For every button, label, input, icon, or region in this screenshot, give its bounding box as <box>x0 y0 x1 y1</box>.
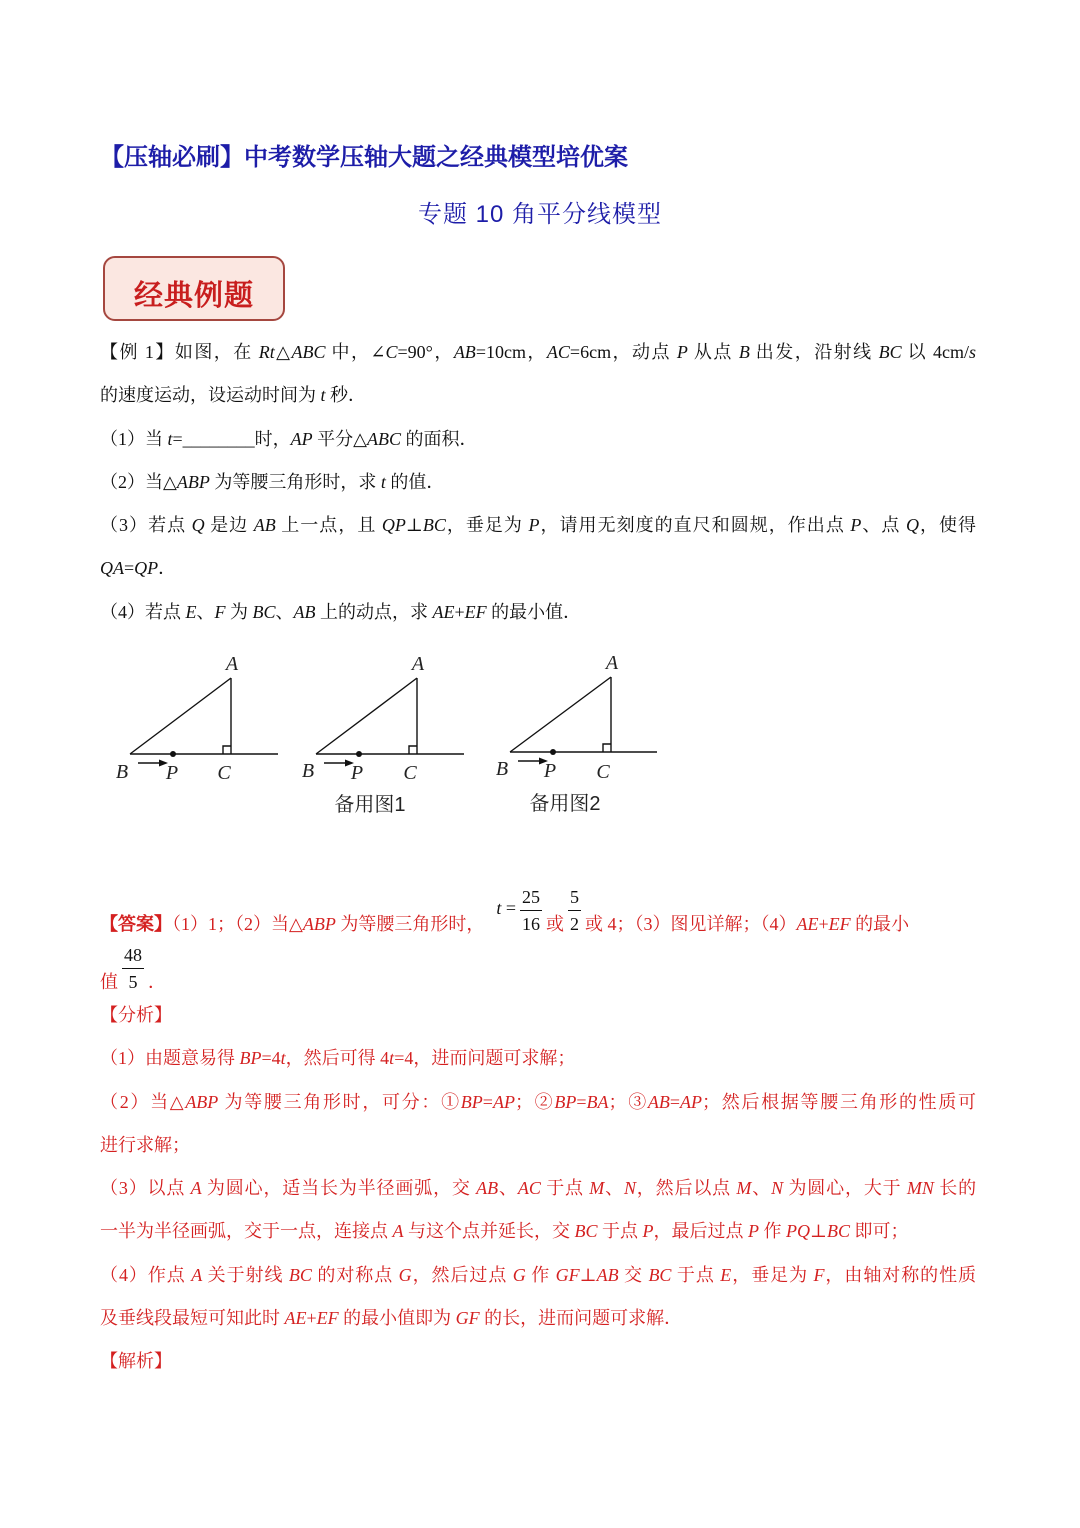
text-run: ，由轴对称的性质 <box>824 1264 977 1285</box>
label-B: B <box>115 761 129 783</box>
math-variable: A <box>392 1221 404 1242</box>
figure-spare-1 <box>302 653 464 816</box>
math-variable: F <box>813 1264 825 1285</box>
label-B: B <box>301 760 315 782</box>
math-variable: P <box>528 515 540 536</box>
math-variable: N <box>623 1178 636 1199</box>
text-line <box>100 1297 976 1340</box>
label-P: P <box>165 762 179 784</box>
math-variable: t <box>280 1048 286 1069</box>
text-run: 秒． <box>325 385 367 406</box>
section-badge <box>103 256 285 321</box>
math-variable: P <box>642 1221 654 1242</box>
math-variable: EF <box>828 914 851 934</box>
text-run: 的最小值． <box>486 601 582 622</box>
math-variable: t <box>496 898 502 918</box>
analysis-body <box>100 1037 976 1340</box>
math-variable: AB <box>596 1264 619 1285</box>
math-variable: BC <box>574 1221 598 1242</box>
figures <box>100 640 680 830</box>
denominator: 5 <box>128 972 138 992</box>
math-variable: AE <box>284 1308 307 1329</box>
text-run: 从点 <box>687 342 739 362</box>
text-run: = <box>124 558 135 579</box>
math-variable: M <box>736 1178 752 1199</box>
text-run: ，垂足为 <box>445 515 529 536</box>
text-line <box>100 591 976 634</box>
math-variable: F <box>214 601 226 622</box>
text-run: 于点 <box>671 1264 721 1285</box>
text-run: ． <box>148 972 166 992</box>
text-run: 以 4cm/ <box>901 342 969 362</box>
text-run: 与这个点并延长，交 <box>403 1221 575 1242</box>
text-run: ⊥ <box>579 1264 597 1285</box>
math-variable: P <box>676 342 688 362</box>
text-line <box>100 1124 976 1167</box>
math-variable: BC <box>422 515 446 536</box>
math-variable: EF <box>316 1308 339 1329</box>
math-variable: s <box>969 342 977 362</box>
fraction-5-2 <box>568 884 581 937</box>
text-run: （4）作点 <box>100 1264 192 1285</box>
text-run: = <box>669 1091 681 1112</box>
math-variable: AB <box>647 1091 670 1112</box>
text-run: 、 <box>275 601 294 622</box>
text-run: 中，∠ <box>325 342 386 362</box>
math-variable: Rt <box>258 342 275 362</box>
math-variable: E <box>185 601 197 622</box>
text-run: 出发，沿射线 <box>749 342 879 362</box>
text-run: △ <box>274 342 292 362</box>
label-P: P <box>350 762 364 784</box>
denominator: 16 <box>522 914 541 934</box>
text-run: 或 4；（3）图见详解；（4） <box>585 914 797 934</box>
text-run: 值 <box>100 972 118 992</box>
point-P-dot <box>170 751 176 757</box>
math-variable: N <box>771 1178 784 1199</box>
math-variable: t <box>320 385 326 406</box>
text-run: 的长，进而问题可求解． <box>479 1308 683 1329</box>
text-run: （2）当△ <box>100 1091 186 1112</box>
figure-spare-2 <box>496 652 657 815</box>
math-variable: t <box>389 1048 395 1069</box>
math-variable: M <box>589 1178 605 1199</box>
document-title: 【压轴必刷】中考数学压轴大题之经典模型培优案 <box>100 144 628 171</box>
math-variable: AP <box>680 1091 703 1112</box>
text-run: 长的 <box>933 1178 977 1199</box>
text-run: =4 <box>261 1048 281 1069</box>
label-C: C <box>596 761 610 783</box>
point-P-dot <box>356 751 362 757</box>
figure-main <box>116 653 278 784</box>
math-variable: BC <box>826 1221 850 1242</box>
text-run: 、 <box>498 1178 518 1199</box>
label-A: A <box>605 652 619 674</box>
math-variable: C <box>385 342 398 362</box>
analysis-section <box>100 994 976 1384</box>
text-line <box>100 331 976 374</box>
math-variable: Q <box>191 515 205 536</box>
text-run: （1）1；（2）当△ <box>172 914 303 934</box>
math-variable: GF <box>455 1308 480 1329</box>
text-run: 及垂线段最短可知此时 <box>100 1308 285 1329</box>
text-run: ；③ <box>608 1091 648 1112</box>
label-C: C <box>403 762 417 784</box>
text-run: 、 <box>604 1178 624 1199</box>
math-variable: AB <box>453 342 476 362</box>
segment-AB <box>316 678 417 754</box>
answer-line <box>100 942 976 995</box>
text-run: 的对称点 <box>311 1264 399 1285</box>
text-line <box>100 418 976 461</box>
numerator: 48 <box>122 942 144 969</box>
math-variable: ABC <box>291 342 326 362</box>
text-run: 为圆心，适当长为半径画弧，交 <box>201 1178 477 1199</box>
math-variable: G <box>512 1264 526 1285</box>
text-run: + <box>454 601 465 622</box>
right-angle-mark <box>223 746 231 754</box>
math-variable: BC <box>288 1264 312 1285</box>
figure-caption: 备用图2 <box>529 793 601 815</box>
numerator: 25 <box>520 884 542 911</box>
math-variable: AE <box>432 601 455 622</box>
text-run: ． <box>158 558 177 579</box>
math-variable: BA <box>586 1091 609 1112</box>
text-run: 是边 <box>204 515 254 536</box>
math-variable: AP <box>492 1091 515 1112</box>
label-C: C <box>217 762 231 784</box>
math-variable: G <box>398 1264 412 1285</box>
text-run: ，使得 <box>918 515 977 536</box>
label-B: B <box>495 758 509 780</box>
text-run: 为等腰三角形时，求 <box>209 471 381 492</box>
math-variable: t <box>167 428 173 449</box>
t-equals <box>496 898 516 918</box>
text-run: ，然后以点 <box>635 1178 737 1199</box>
text-run: = <box>482 1091 493 1112</box>
text-run: =6cm，动点 <box>569 342 677 362</box>
text-line <box>100 504 976 547</box>
math-variable: MN <box>906 1178 934 1199</box>
text-run: ⊥ <box>405 515 423 536</box>
text-run: = <box>576 1091 587 1112</box>
answer-line <box>100 884 976 937</box>
text-run: 为等腰三角形时， <box>335 914 485 934</box>
text-line <box>100 374 976 417</box>
figure-caption: 备用图1 <box>334 794 406 816</box>
math-variable: BP <box>554 1091 577 1112</box>
math-variable: BP <box>239 1048 262 1069</box>
text-run: 关于射线 <box>202 1264 289 1285</box>
math-variable: Q <box>905 515 919 536</box>
math-variable: BC <box>878 342 902 362</box>
math-variable: E <box>720 1264 732 1285</box>
denominator: 2 <box>570 914 580 934</box>
text-run: 上的动点，求 <box>315 601 433 622</box>
text-line <box>100 1037 976 1080</box>
topic-subtitle: 专题 10 角平分线模型 <box>417 201 663 228</box>
text-run: 即可； <box>849 1221 909 1242</box>
math-variable: AE <box>796 914 819 934</box>
math-variable: AC <box>546 342 570 362</box>
text-run: 的最小值即为 <box>338 1308 456 1329</box>
math-variable: ABP <box>176 471 210 492</box>
text-line <box>100 1254 976 1297</box>
math-variable: B <box>738 342 750 362</box>
text-run: ；② <box>514 1091 555 1112</box>
text-run: 的面积． <box>401 428 478 449</box>
label-A: A <box>225 653 239 675</box>
answer-label: 【答案】 <box>100 914 172 934</box>
text-line <box>100 547 976 590</box>
text-run: ，然后可得 4 <box>285 1048 390 1069</box>
text-run: 平分△ <box>312 428 368 449</box>
text-run: 的值． <box>385 471 445 492</box>
section-badge-label: 经典例题 <box>133 280 254 312</box>
math-variable: ABC <box>367 428 402 449</box>
math-variable: QA <box>100 558 124 579</box>
text-run: ；然后根据等腰三角形的性质可 <box>702 1091 977 1112</box>
text-run: 、 <box>751 1178 772 1199</box>
text-line <box>100 1081 976 1124</box>
numerator: 5 <box>568 884 581 911</box>
math-variable: P <box>748 1221 760 1242</box>
point-P-dot <box>550 749 556 755</box>
math-variable: PQ <box>786 1221 811 1242</box>
math-variable: ABP <box>185 1091 219 1112</box>
math-variable: EF <box>464 601 487 622</box>
math-variable: t <box>380 471 386 492</box>
text-run: ，最后过点 <box>653 1221 749 1242</box>
math-variable: AP <box>290 428 313 449</box>
text-run: （4）若点 <box>100 601 186 622</box>
text-run: 的最小 <box>850 914 910 934</box>
math-variable: GF <box>555 1264 580 1285</box>
math-variable: A <box>190 1178 202 1199</box>
text-run: + <box>306 1308 317 1329</box>
text-run: ，然后过点 <box>411 1264 513 1285</box>
text-run: 一半为半径画弧，交于一点，连接点 <box>100 1221 393 1242</box>
text-run: ，垂足为 <box>731 1264 814 1285</box>
solution-label: 【解析】 <box>100 1351 172 1372</box>
math-variable: ABP <box>302 914 336 934</box>
analysis-label: 【分析】 <box>100 1005 172 1025</box>
text-line <box>100 1167 976 1210</box>
text-run: 交 <box>618 1264 649 1285</box>
math-variable: AB <box>253 515 276 536</box>
text-run: 上一点，且 <box>275 515 382 536</box>
right-angle-mark <box>409 746 417 754</box>
math-variable: AC <box>517 1178 541 1199</box>
text-run: 或 <box>546 914 565 934</box>
text-run: 为 <box>225 601 253 622</box>
math-variable: QP <box>381 515 406 536</box>
text-run: 为圆心，大于 <box>783 1178 907 1199</box>
math-variable: BC <box>252 601 276 622</box>
text-run: （1）由题意易得 <box>100 1048 240 1069</box>
segment-AB <box>510 677 611 752</box>
fraction-25-16 <box>520 884 542 937</box>
text-run: =________时， <box>172 428 291 449</box>
text-run: 为等腰三角形时，可分：① <box>218 1091 461 1112</box>
text-run: ⊥ <box>810 1221 827 1242</box>
text-run: （2）当△ <box>100 471 177 492</box>
text-run: 于点 <box>540 1178 590 1199</box>
math-variable: QP <box>134 558 159 579</box>
problem-statement <box>100 331 976 634</box>
math-variable: BC <box>648 1264 672 1285</box>
math-variable: AB <box>293 601 316 622</box>
math-variable: AB <box>476 1178 499 1199</box>
text-line <box>100 461 976 504</box>
text-run: + <box>818 914 829 934</box>
label-P: P <box>543 760 557 782</box>
text-run: 进行求解； <box>100 1134 190 1155</box>
text-run: （3）若点 <box>100 515 192 536</box>
text-run: ，请用无刻度的直尺和圆规，作出点 <box>539 515 851 536</box>
equals-sign: = <box>501 898 517 918</box>
text-run: 的速度运动，设运动时间为 <box>100 385 321 406</box>
text-run: 作 <box>525 1264 556 1285</box>
math-variable: BP <box>460 1091 483 1112</box>
right-angle-mark <box>603 744 611 752</box>
text-run: 作 <box>759 1221 787 1242</box>
text-run: =90°， <box>397 342 454 362</box>
math-variable: A <box>191 1264 203 1285</box>
text-run: （1）当 <box>100 428 168 449</box>
segment-AB <box>130 678 231 754</box>
text-run: 、点 <box>861 515 906 536</box>
fraction-48-5 <box>122 942 144 995</box>
label-A: A <box>411 653 425 675</box>
text-run: 于点 <box>597 1221 643 1242</box>
text-run: 【例 1】如图，在 <box>100 342 259 362</box>
math-variable: P <box>850 515 862 536</box>
text-line <box>100 1210 976 1253</box>
text-run: =10cm， <box>475 342 547 362</box>
text-run: （3）以点 <box>100 1178 191 1199</box>
text-run: =4，进而问题可求解； <box>394 1048 576 1069</box>
text-run: 、 <box>196 601 215 622</box>
